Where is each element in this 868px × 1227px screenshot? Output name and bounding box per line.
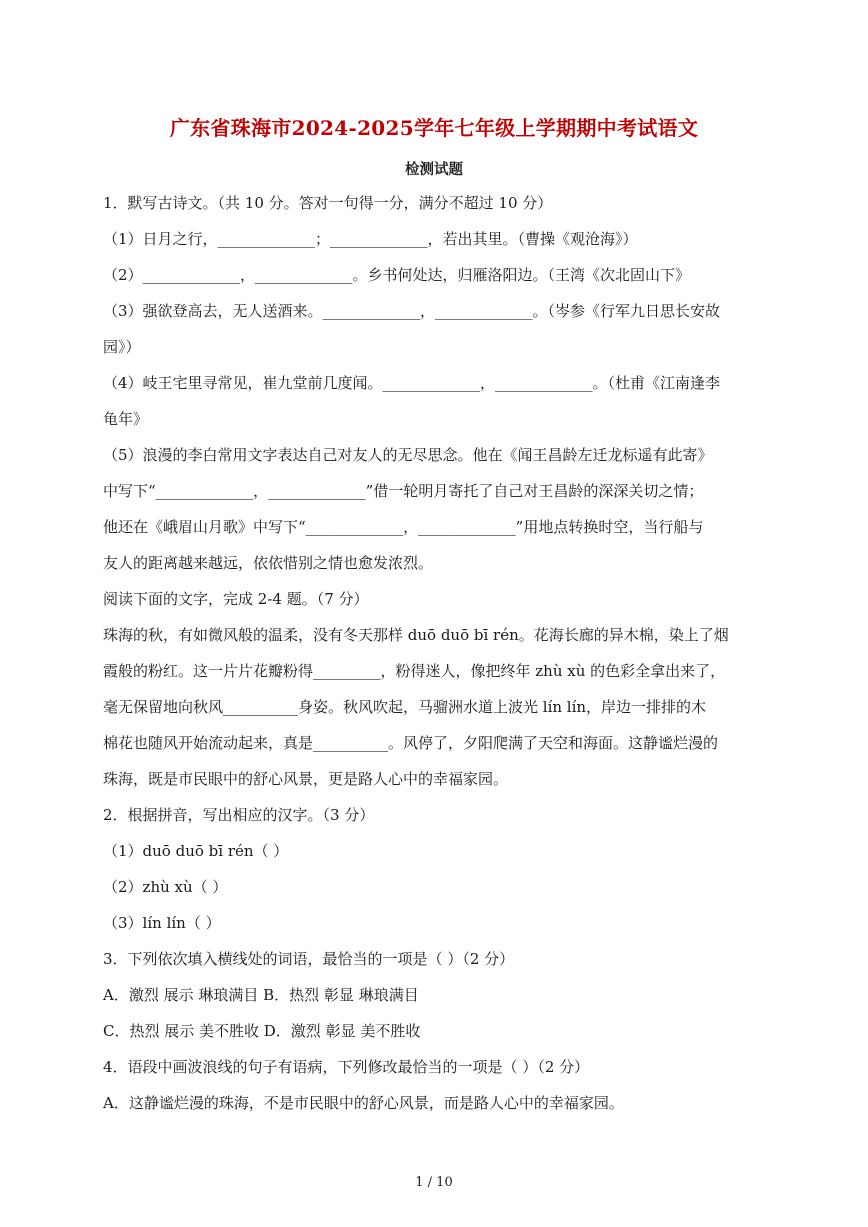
text-line: C．热烈 展示 美不胜收 D．激烈 彰显 美不胜收 — [103, 1022, 421, 1040]
text-line: 4．语段中画波浪线的句子有语病，下列修改最恰当的一项是（ ）（2 分） — [103, 1058, 590, 1076]
text-line: 园》） — [103, 338, 141, 356]
text-line: （2）zhù xù（ ） — [103, 878, 228, 896]
text-line: （3）lín lín（ ） — [103, 914, 221, 932]
text-line: （1）日月之行，_____________；_____________，若出其里。（曹操《观沧海》） — [103, 230, 638, 248]
page-number: 1 / 10 — [415, 1175, 453, 1190]
text-line: 他还在《峨眉山月歌》中写下“_____________，_____________”用地点转换时空，当行船与 — [103, 518, 704, 536]
text-line: A．激烈 展示 琳琅满目 B．热烈 彰显 琳琅满目 — [103, 986, 419, 1004]
text-line: 3．下列依次填入横线处的词语，最恰当的一项是（ ）（2 分） — [103, 950, 515, 968]
text-line: 阅读下面的文字，完成 2-4 题。（7 分） — [103, 590, 369, 608]
text-line: 1．默写古诗文。（共 10 分。答对一句得一分，满分不超过 10 分） — [103, 194, 553, 212]
text-line: （4）岐王宅里寻常见，崔九堂前几度闻。_____________，_____________。（杜甫《江南逢李 — [103, 374, 721, 392]
text-line: （2）_____________，_____________。乡书何处达，归雁洛阳边。（王湾《次北固山下》 — [103, 266, 691, 284]
text-line: A．这静谧烂漫的珠海，不是市民眼中的舒心风景，而是路人心中的幸福家园。 — [103, 1094, 624, 1112]
text-line: 2．根据拼音，写出相应的汉字。（3 分） — [103, 806, 375, 824]
text-line: 霞般的粉红。这一片片花瓣粉得_________，粉得迷人，像把终年 zhù xù 的色彩全拿出来了， — [103, 662, 726, 680]
text-line: （3）强欲登高去，无人送酒来。_____________，_____________。（岑参《行军九日思长安故 — [103, 302, 721, 320]
document-subtitle: 检测试题 — [405, 161, 463, 178]
document-title: 广东省珠海市2024-2025学年七年级上学期期中考试语文 — [169, 116, 699, 140]
text-line: （5）浪漫的李白常用文字表达自己对友人的无尽思念。他在《闻王昌龄左迁龙标遥有此寄》 — [103, 446, 713, 464]
text-line: 珠海的秋，有如微风般的温柔，没有冬天那样 duō duō bī rén。花海长廊的异木棉，染上了烟 — [103, 626, 729, 644]
text-line: 棉花也随风开始流动起来，真是__________。风停了，夕阳爬满了天空和海面。这静谧烂漫的 — [103, 734, 719, 752]
text-line: 珠海，既是市民眼中的舒心风景，更是路人心中的幸福家园。 — [103, 770, 509, 788]
text-line: 毫无保留地向秋风__________身姿。秋风吹起，马骝洲水道上波光 lín lín，岸边一排排的木 — [103, 698, 707, 716]
text-line: （1）duō duō bī rén（ ） — [103, 842, 289, 860]
text-line: 友人的距离越来越远，依依惜别之情也愈发浓烈。 — [103, 554, 434, 572]
text-line: 中写下“_____________，_____________”借一轮明月寄托了自己对王昌龄的深深关切之情； — [103, 482, 704, 500]
text-line: 龟年》 — [103, 410, 149, 428]
